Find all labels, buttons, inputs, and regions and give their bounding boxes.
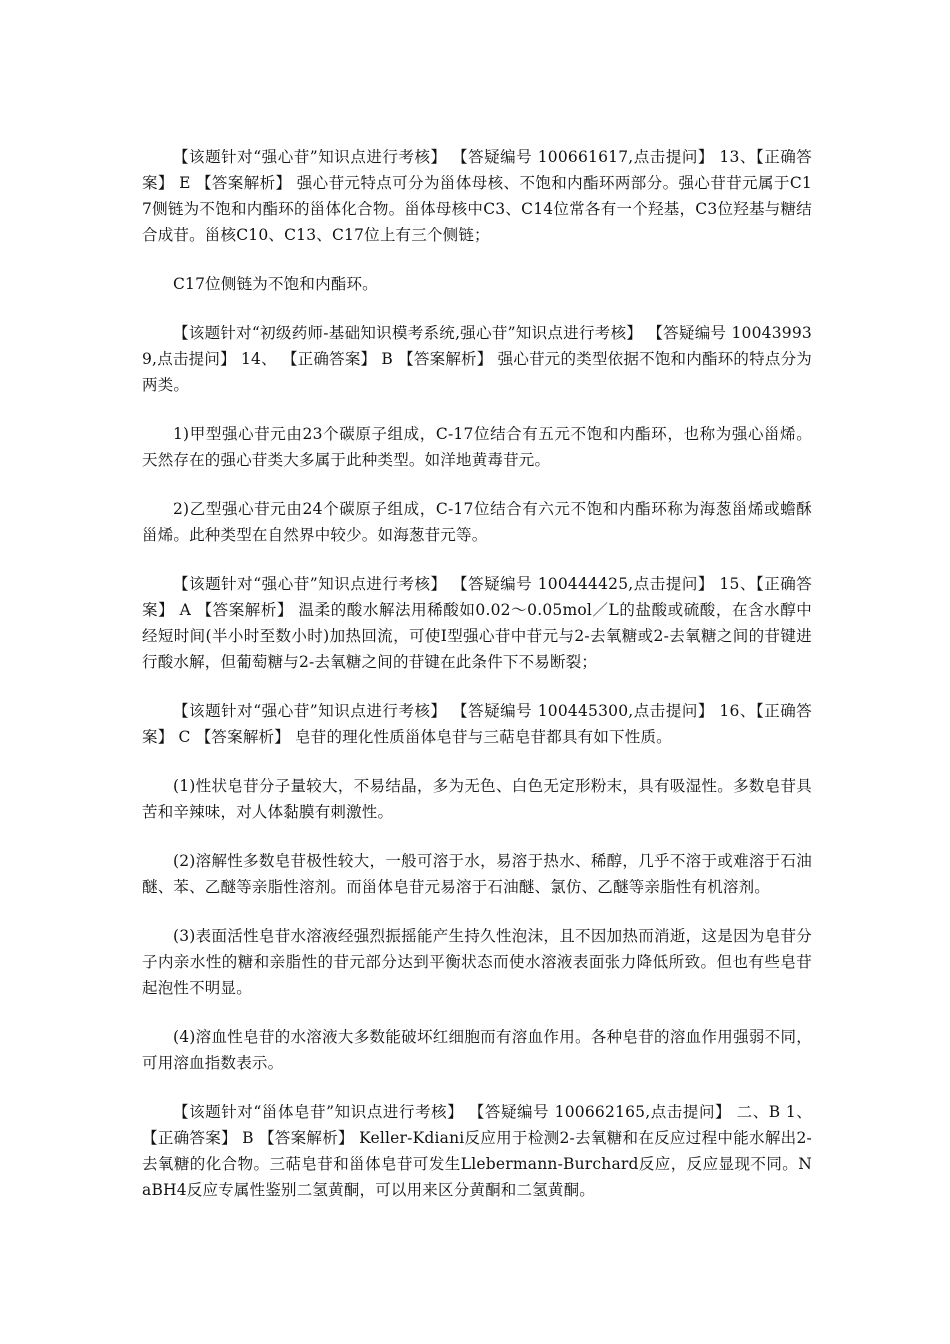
paragraph-q15-explanation: 【该题针对“强心苷”知识点进行考核】 【答疑编号 100444425,点击提问】 15、【正确答案】 A 【答案解析】 温柔的酸水解法用稀酸如0.02～0.05mol／L的盐酸或硫酸，在含水醇中经短时间(半小时至数小时)加热回流，可使Ⅰ型强心苷中苷元与2-去氧糖或2-去氧糖之间的苷键进行酸水解，但葡萄糖与2-去氧糖之间的苷键在此条件下不易断裂； xyxy=(142,575,812,671)
paragraph-saponin-solubility: (2)溶解性多数皂苷极性较大，一般可溶于水，易溶于热水、稀醇，几乎不溶于或难溶于石油醚、苯、乙醚等亲脂性溶剂。而甾体皂苷元易溶于石油醚、氯仿、乙醚等亲脂性有机溶剂。 xyxy=(142,852,812,896)
paragraph-type-b-bufadienolide: 2)乙型强心苷元由24个碳原子组成，C-17位结合有六元不饱和内酯环称为海葱甾烯或蟾酥甾烯。此种类型在自然界中较少。如海葱苷元等。 xyxy=(142,500,812,544)
document-body xyxy=(142,144,812,1226)
paragraph-c17-side-chain: C17位侧链为不饱和内酯环。 xyxy=(173,275,378,293)
paragraph-q16-explanation: 【该题针对“强心苷”知识点进行考核】 【答疑编号 100445300,点击提问】 16、【正确答案】 C 【答案解析】 皂苷的理化性质甾体皂苷与三萜皂苷都具有如下性质。 xyxy=(142,702,812,746)
paragraph-q14-explanation: 【该题针对“初级药师-基础知识模考系统,强心苷”知识点进行考核】 【答疑编号 100439939,点击提问】 14、 【正确答案】 B 【答案解析】 强心苷元的类型依据不饱和内酯环的特点分为两类。 xyxy=(142,324,812,394)
paragraph-type-a-cardenolide: 1)甲型强心苷元由23个碳原子组成，C-17位结合有五元不饱和内酯环，也称为强心甾烯。天然存在的强心苷类大多属于此种类型。如洋地黄毒苷元。 xyxy=(142,425,812,469)
paragraph-saponin-hemolysis: (4)溶血性皂苷的水溶液大多数能破坏红细胞而有溶血作用。各种皂苷的溶血作用强弱不同，可用溶血指数表示。 xyxy=(142,1028,812,1072)
paragraph-b1-explanation: 【该题针对“甾体皂苷”知识点进行考核】 【答疑编号 100662165,点击提问】 二、B 1、 【正确答案】 B 【答案解析】 Keller-Kdiani反应用于检测2-去氧糖和在反应过程中能水解出2-去氧糖的化合物。三萜皂苷和甾体皂苷可发生Llebermann-Burchard反应，反应显现不同。NaBH4反应专属性鉴别二氢黄酮，可以用来区分黄酮和二氢黄酮。 xyxy=(142,1103,812,1199)
paragraph-saponin-appearance: (1)性状皂苷分子量较大，不易结晶，多为无色、白色无定形粉末，具有吸湿性。多数皂苷具苦和辛辣味，对人体黏膜有刺激性。 xyxy=(142,777,812,821)
paragraph-q13-explanation: 【该题针对“强心苷”知识点进行考核】 【答疑编号 100661617,点击提问】 13、【正确答案】 E 【答案解析】 强心苷元特点可分为甾体母核、不饱和内酯环两部分。强心苷苷元属于C17侧链为不饱和内酯环的甾体化合物。甾体母核中C3、C14位常各有一个羟基，C3位羟基与糖结合成苷。甾核C10、C13、C17位上有三个侧链； xyxy=(142,148,812,244)
paragraph-saponin-surface-activity: (3)表面活性皂苷水溶液经强烈振摇能产生持久性泡沫，且不因加热而消逝，这是因为皂苷分子内亲水性的糖和亲脂性的苷元部分达到平衡状态而使水溶液表面张力降低所致。但也有些皂苷起泡性不明显。 xyxy=(142,927,812,997)
